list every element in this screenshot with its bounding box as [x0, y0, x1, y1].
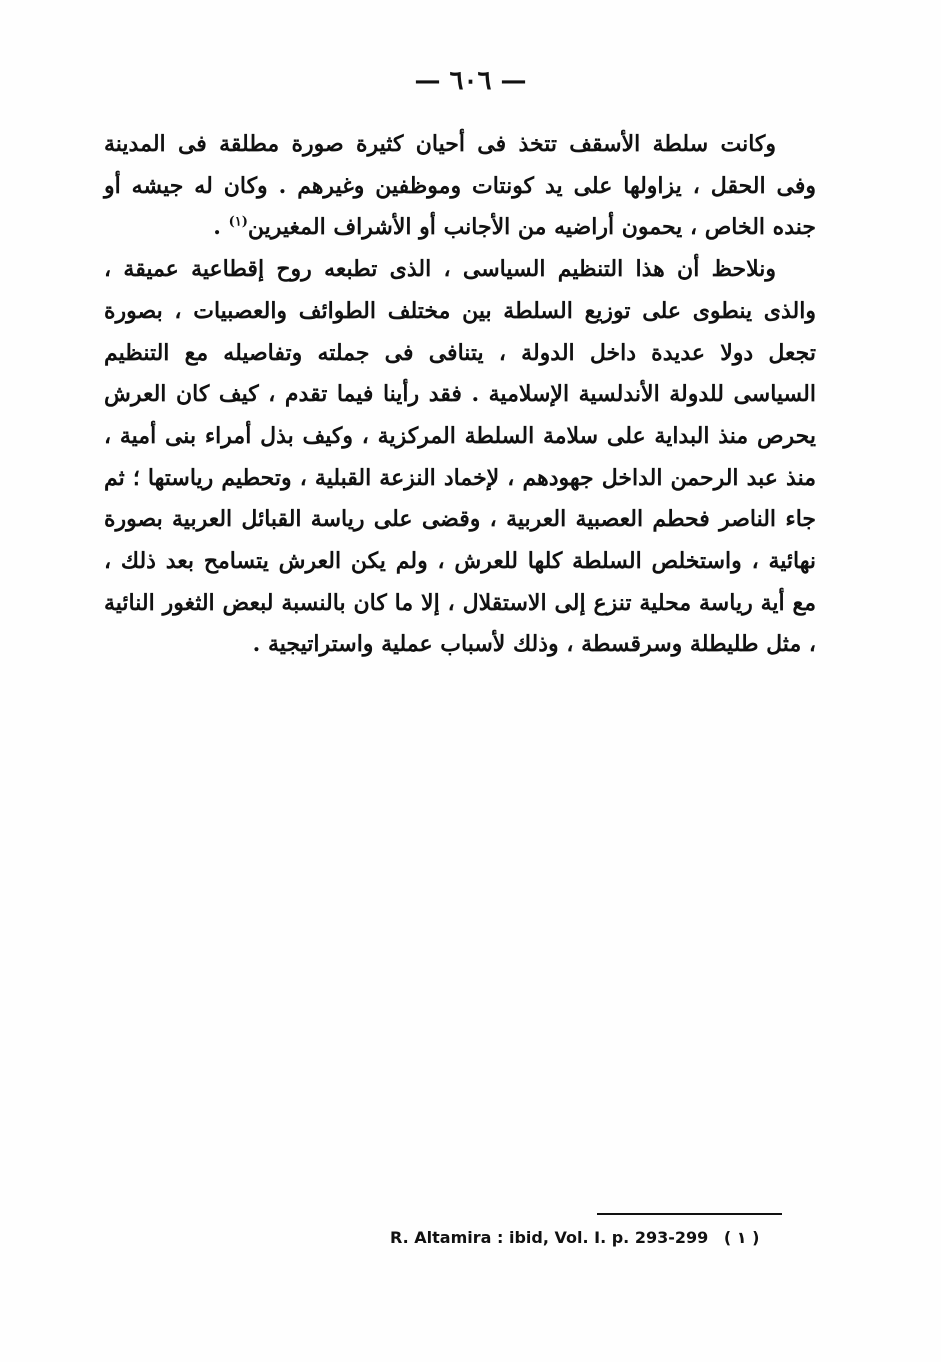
footnote-marker: ( ١ ) [723, 1228, 760, 1247]
footnote-reference: (١) [228, 215, 248, 231]
paragraph: ونلاحظ أن هذا التنظيم السياسى ، الذى تطبعه روح إقطاعية عميقة ، والذى ينطوى على توزيع السلطة بين مختلف الطوائف والعصبيات ، بصورة تجعل دولا عديدة داخل الدولة ، يتنافى فى جملته وتفاصيله مع التنظيم السياسى للدولة الأندلسية الإسلامية . فقد رأينا فيما تقدم ، كيف كان العرش يحرص منذ البداية على سلامة السلطة المركزية ، وكيف بذل أمراء بنى أمية ، منذ عبد الرحمن الداخل جهودهم ، لإخماد النزعة القبلية ، وتحطيم رياستها ؛ ثم جاء الناصر فحطم العصبية العربية ، وقضى على رياسة القبائل العربية بصورة نهائية ، واستخلص السلطة كلها للعرش ، ولم يكن العرش يتسامح بعد ذلك ، مع أية رياسة محلية تنزع إلى الاستقلال ، إلا ما كان بالنسبة لبعض الثغور النائية ، مثل طليطلة وسرقسطة ، وذلك لأسباب عملية واستراتيجية . [104, 256, 816, 658]
footnote-text: R. Altamira : ibid, Vol. I. p. 293-299 [390, 1228, 709, 1247]
body-text [104, 124, 816, 666]
footnote-divider [597, 1213, 782, 1215]
paragraph-text: وكانت سلطة الأسقف تتخذ فى أحيان كثيرة صورة مطلقة فى المدينة وفى الحقل ، يزاولها على يد كونتات وموظفين وغيرهم . وكان له جيشه أو جنده الخاص ، يحمون أراضيه من الأجانب أو الأشراف المغيرين [104, 131, 816, 241]
footnote [390, 1228, 780, 1247]
paragraph-end: . [213, 214, 229, 241]
paragraph [104, 124, 816, 249]
page-number: — ٦٠٦ — [414, 66, 527, 96]
